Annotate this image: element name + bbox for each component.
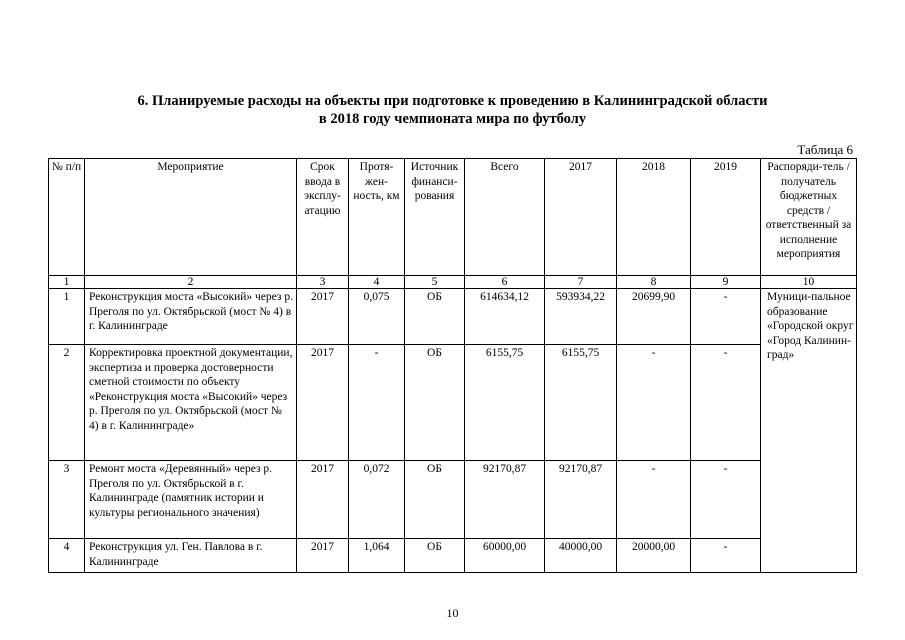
header-2018: 2018 [617, 159, 691, 276]
column-number: 9 [691, 276, 761, 289]
row-2017: 6155,75 [545, 345, 617, 461]
row-2019: - [691, 539, 761, 573]
row-event: Реконструкция ул. Ген. Павлова в г. Калининграде [85, 539, 297, 573]
row-length: 0,075 [349, 289, 405, 345]
row-source: ОБ [405, 345, 465, 461]
page-title [0, 92, 905, 128]
row-num: 1 [49, 289, 85, 345]
table-row [49, 345, 857, 461]
row-2017: 40000,00 [545, 539, 617, 573]
row-event: Ремонт моста «Деревянный» через р. Преголя по ул. Октябрьской в г. Калининграде (памятник истории и культуры регионального значения) [85, 461, 297, 539]
row-length: 1,064 [349, 539, 405, 573]
responsible-cell: Муници-пальное образование «Городской округ «Город Калинин-град» [761, 289, 857, 573]
header-2019: 2019 [691, 159, 761, 276]
table-row [49, 539, 857, 573]
column-number: 6 [465, 276, 545, 289]
header-total: Всего [465, 159, 545, 276]
column-number: 10 [761, 276, 857, 289]
row-total: 6155,75 [465, 345, 545, 461]
column-number: 7 [545, 276, 617, 289]
row-total: 614634,12 [465, 289, 545, 345]
row-2019: - [691, 345, 761, 461]
header-2017: 2017 [545, 159, 617, 276]
row-2018: - [617, 461, 691, 539]
row-length: - [349, 345, 405, 461]
row-num: 3 [49, 461, 85, 539]
expenses-table [48, 158, 857, 573]
row-source: ОБ [405, 289, 465, 345]
column-number: 1 [49, 276, 85, 289]
header-source: Источник финанси-рования [405, 159, 465, 276]
column-number: 5 [405, 276, 465, 289]
row-term: 2017 [297, 289, 349, 345]
column-number: 3 [297, 276, 349, 289]
page-number: 10 [446, 606, 459, 620]
title-line-1: 6. Планируемые расходы на объекты при подготовке к проведению в Калининградской области [137, 93, 768, 109]
row-source: ОБ [405, 539, 465, 573]
row-length: 0,072 [349, 461, 405, 539]
header-responsible: Распоряди-тель / получатель бюджетных средств / ответственный за исполнение мероприятия [761, 159, 857, 276]
column-number: 8 [617, 276, 691, 289]
row-total: 92170,87 [465, 461, 545, 539]
row-2019: - [691, 289, 761, 345]
column-number-row [49, 276, 857, 289]
row-2018: 20000,00 [617, 539, 691, 573]
row-2017: 593934,22 [545, 289, 617, 345]
header-length: Протя-жен-ность, км [349, 159, 405, 276]
table-row [49, 289, 857, 345]
table-row [49, 461, 857, 539]
title-line-2: в 2018 году чемпионата мира по футболу [318, 111, 587, 127]
header-event: Мероприятие [85, 159, 297, 276]
row-2019: - [691, 461, 761, 539]
row-term: 2017 [297, 539, 349, 573]
row-num: 4 [49, 539, 85, 573]
header-term: Срок ввода в эксплу-атацию [297, 159, 349, 276]
row-num: 2 [49, 345, 85, 461]
row-term: 2017 [297, 345, 349, 461]
column-number: 2 [85, 276, 297, 289]
row-2018: - [617, 345, 691, 461]
row-term: 2017 [297, 461, 349, 539]
table-label: Таблица 6 [797, 142, 853, 157]
row-event: Реконструкция моста «Высокий» через р. Преголя по ул. Октябрьской (мост № 4) в г. Калининграде [85, 289, 297, 345]
row-total: 60000,00 [465, 539, 545, 573]
row-source: ОБ [405, 461, 465, 539]
header-num: № п/п [49, 159, 85, 276]
row-event: Корректировка проектной документации, экспертиза и проверка достоверности сметной стоимости по объекту «Реконструкция моста «Высокий» через р. Преголя по ул. Октябрьской (мост № 4) в г. Калининграде» [85, 345, 297, 461]
row-2017: 92170,87 [545, 461, 617, 539]
column-number: 4 [349, 276, 405, 289]
header-row [49, 159, 857, 276]
row-2018: 20699,90 [617, 289, 691, 345]
